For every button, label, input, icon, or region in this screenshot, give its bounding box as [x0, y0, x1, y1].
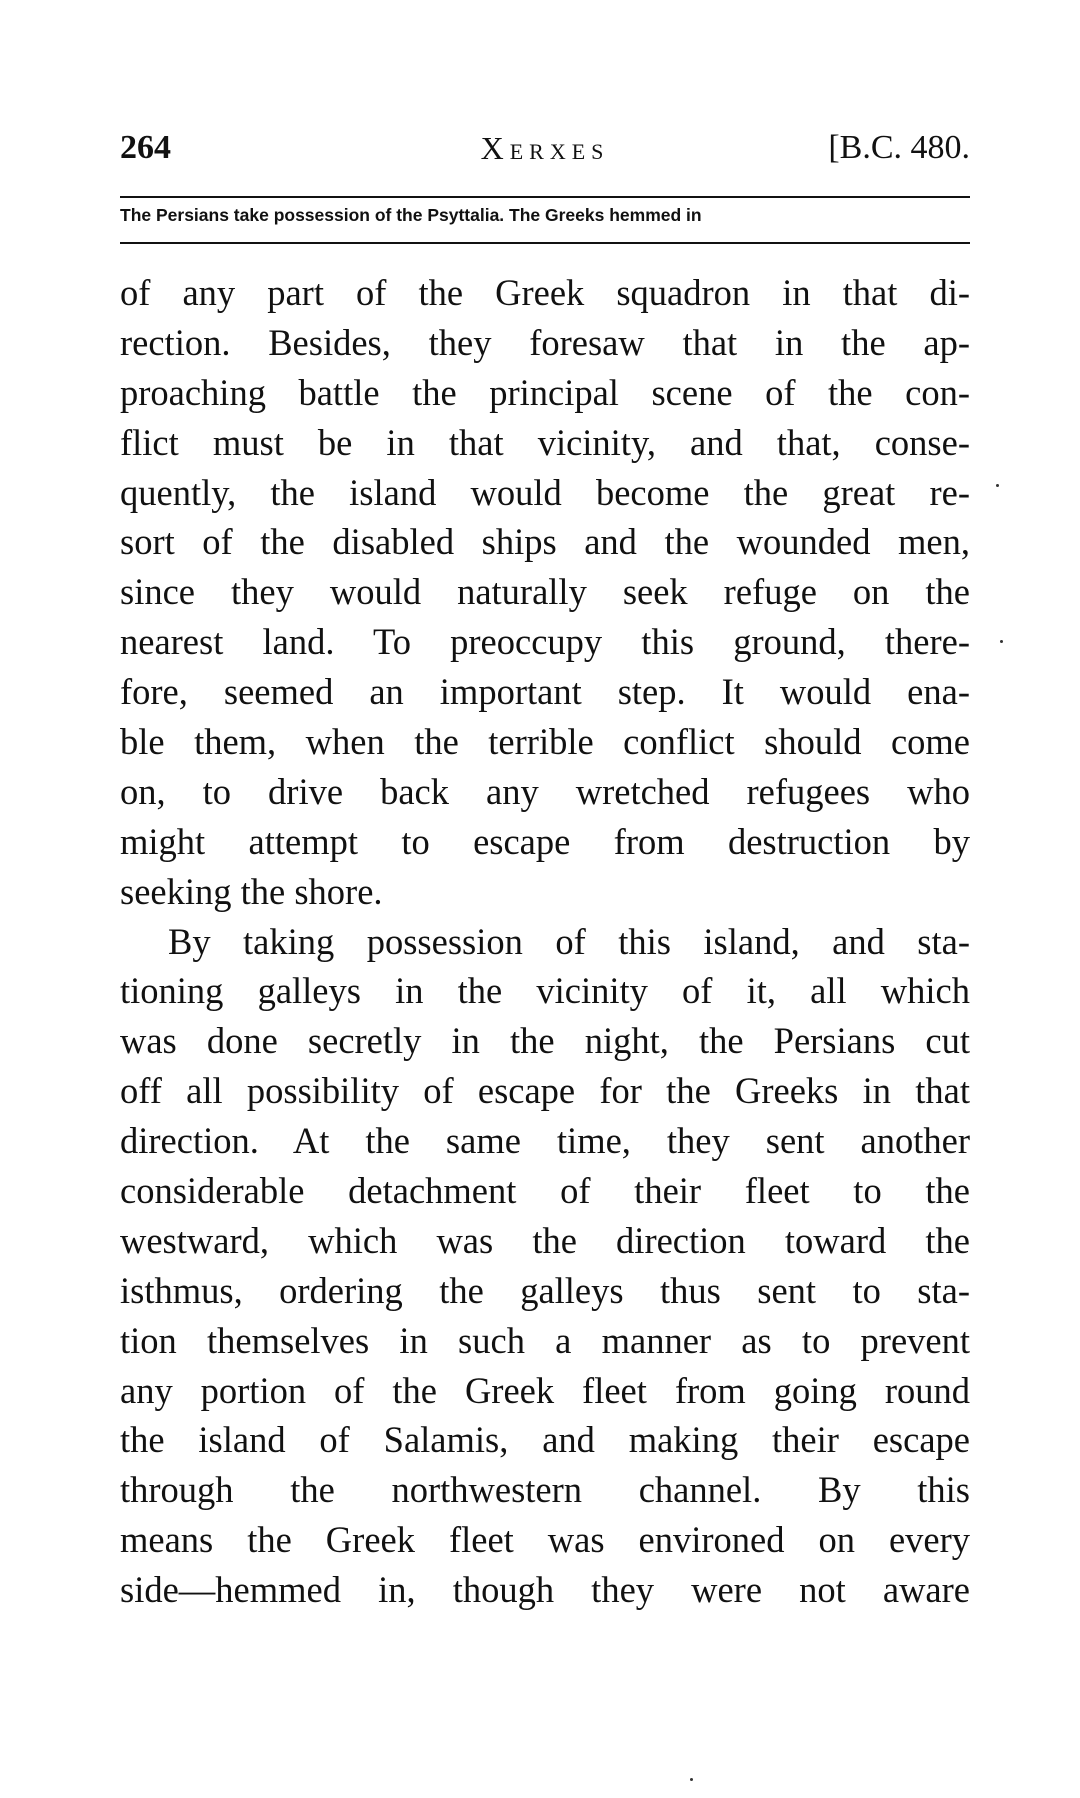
text-line: might attempt to escape from destruction by [120, 820, 970, 862]
text-line: since they would naturally seek refuge on the [120, 571, 970, 613]
text-line: any portion of the Greek fleet from going round [120, 1369, 970, 1411]
text-line: off all possibility of escape for the Greeks in that [120, 1070, 970, 1112]
text-line: the island of Salamis, and making their escape [120, 1419, 970, 1461]
text-line: fore, seemed an important step. It would ena- [120, 671, 970, 713]
text-line: nearest land. To preoccupy this ground, there- [120, 621, 970, 663]
header-rule-top [120, 196, 970, 198]
text-line: tioning galleys in the vicinity of it, all which [120, 970, 970, 1012]
text-line: isthmus, ordering the galleys thus sent to sta- [120, 1269, 970, 1311]
running-date: [B.C. 480. [828, 129, 970, 166]
chapter-summary-line: The Persians take possession of the Psyttalia. The Greeks hemmed in [120, 205, 702, 225]
body-text [120, 268, 970, 1615]
text-line: proaching battle the principal scene of the con- [120, 371, 970, 413]
page-number: 264 [120, 129, 171, 166]
scan-speck [996, 484, 999, 487]
text-line: By taking possession of this island, and sta- [168, 920, 970, 962]
scan-speck [690, 1778, 693, 1781]
text-line: of any part of the Greek squadron in that di- [120, 272, 970, 313]
text-line: side—hemmed in, though they were not aware [120, 1569, 970, 1611]
text-line: was done secretly in the night, the Persians cut [120, 1020, 970, 1062]
scan-speck [1000, 640, 1003, 643]
text-line: considerable detachment of their fleet to the [120, 1170, 970, 1212]
text-line: ble them, when the terrible conflict should come [120, 721, 970, 763]
text-line: westward, which was the direction toward the [120, 1219, 970, 1261]
text-line: tion themselves in such a manner as to prevent [120, 1319, 970, 1361]
text-line: flict must be in that vicinity, and that, conse- [120, 421, 970, 463]
running-title: Xerxes [480, 130, 610, 166]
text-line: seeking the shore. [120, 870, 383, 912]
text-line: through the northwestern channel. By this [120, 1469, 970, 1511]
text-line: direction. At the same time, they sent another [120, 1120, 970, 1162]
text-line: quently, the island would become the great re- [120, 471, 970, 513]
header-rule-bottom [120, 242, 970, 244]
text-line: sort of the disabled ships and the wounded men, [120, 521, 970, 563]
text-line: on, to drive back any wretched refugees who [120, 770, 970, 812]
text-line: rection. Besides, they foresaw that in the ap- [120, 321, 970, 363]
running-head [120, 128, 970, 178]
text-line: means the Greek fleet was environed on every [120, 1519, 970, 1561]
